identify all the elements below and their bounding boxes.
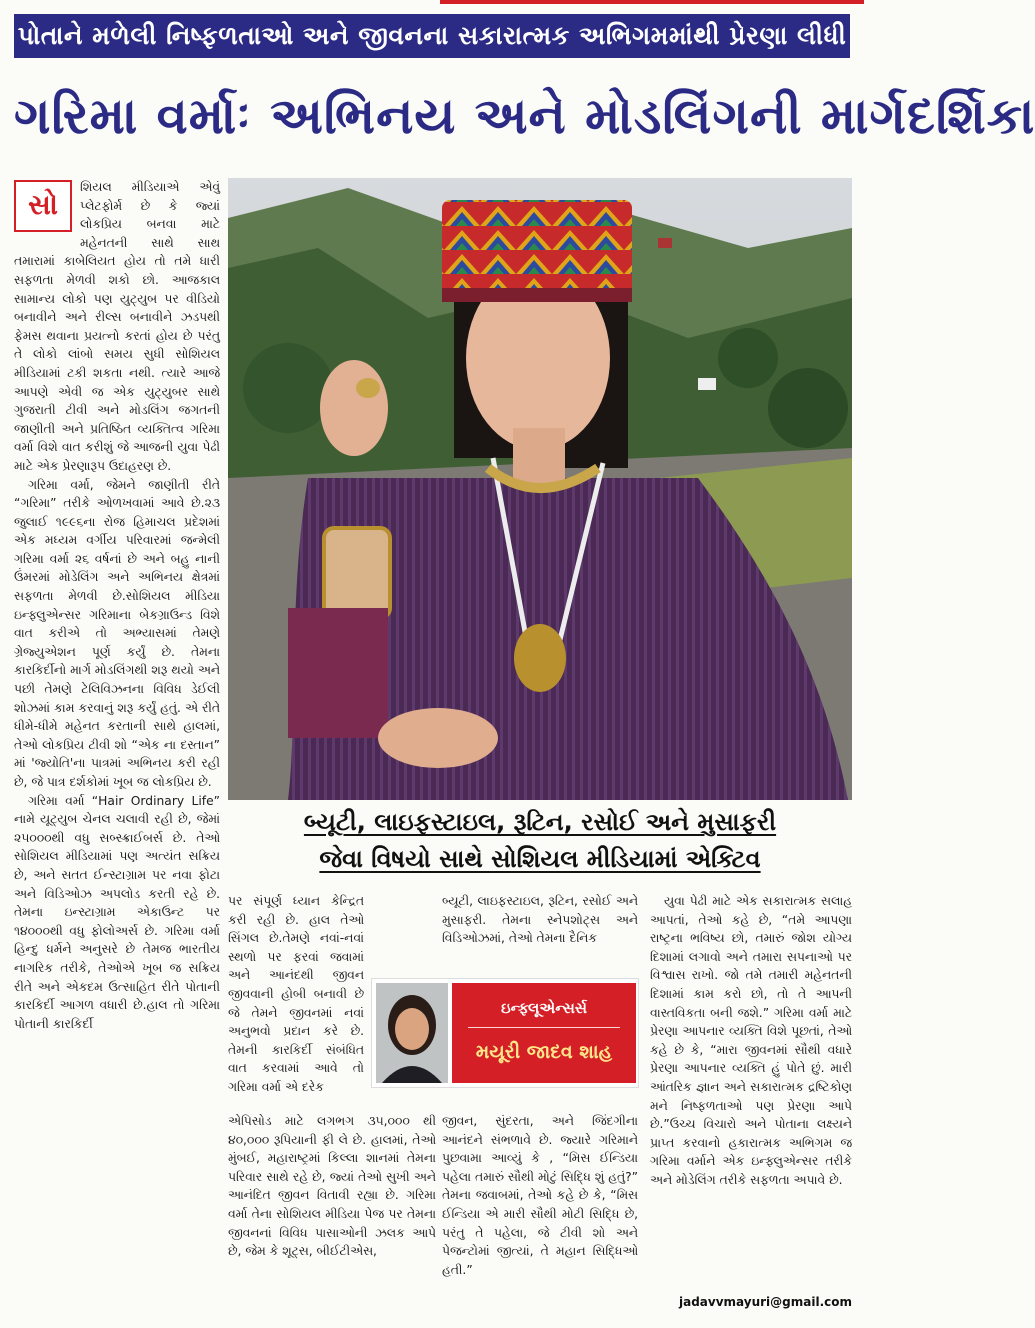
column-2-top-text: પર સંપૂર્ણ ધ્યાન કેન્દ્રિત કરી રહી છે. હાલ તેઓ સિંગલ છે.તેમણે નવાં-નવાં સ્થળો પર ફરવાં જવામાં અને આનંદથી જીવન જીવવાની હોબી બનાવી છે જે તેમને જીવનમાં નવાં અનુભવો પ્રદાન કરે છે. તેમની કારકિર્દી સંબંધિત વાત કરવામાં આવે તો ગરિમા વર્મા એ દરેક: [228, 894, 364, 1094]
lead-text: શિયલ મીડિયાએ એવું પ્લેટફોર્મ છે કે જ્યાં લોકપ્રિય બનવા માટે મહેનતની સાથે સાથ તમારામાં કાબેલિયત હોય તો તમે ધારી સફળતા મેળવી શકો છો. આજકાલ સામાન્ય લોકો પણ યુટ્યુબ પર વીડિયો બનાવીને અને રીલ્સ બનાવીને ઝડપથી ફેમસ થવાના પ્રયત્નો કરતાં હોય છે પરંતુ તે લોકો લાંબો સમય સુધી સોશિયલ મીડિયામાં ટકી શકતા નથી. ત્યારે આજે આપણે એવી જ એક યુટ્યુબર સાથે ગુજરાતી ટીવી અને મોડલિંગ જગતની જાણીતી અને પ્રતિષ્ઠિત વ્યક્તિત્વ ગરિમા વર્મા વિશે વાત કરીશું જે આજની યુવા પેઢી માટે એક પ્રેરણારૂપ ઉદાહરણ છે.: [14, 180, 220, 473]
column-4: [650, 892, 852, 1292]
author-photo-illustration: [376, 983, 448, 1083]
column-4-text: યુવા પેઢી માટે એક સકારાત્મક સલાહ આપતાં, તેઓ કહે છે, “તમે આપણા રાષ્ટ્રના ભવિષ્ય છો, તમારું જોશ યોગ્ય દિશામાં લગાવો અને તમારા સપનાઓ પર વિશ્વાસ રાખો. જો તમે તમારી મહેનતની દિશામાં કામ કરો છો, તો તે આપની વાસ્તવિકતા બની જશે.” ગરિમા વર્મા માટે પ્રેરણા આપનાર વ્યક્તિ વિશે પૂછતાં, તેઓ કહે છે કે, “મારા જીવનમાં સૌથી વધારે પ્રેરણા આપનાર વ્યક્તિ હું પોતે છું. મારી આંતરિક જ્ઞાન અને સકારાત્મક દ્રષ્ટિકોણ મને નિષ્ફળતાઓ પણ પ્રેરણા આપે છે.”ઉચ્ચ વિચારો અને પોતાના લક્ષ્યને પ્રાપ્ત કરવાનો હકારાત્મક અભિગમ જ ગરિમા વર્માને એક ઇન્ફ્લુએન્સર તરીકે અને મોડેલિંગ તરીકે સફળતા અપાવે છે.: [650, 894, 852, 1187]
author-byline: [371, 978, 639, 1088]
column-3-top-text: બ્યૂટી, લાઇફસ્ટાઇલ, રૂટિન, રસોઈ અને મુસાફરી. તેમના સ્નેપશોટ્સ અને વિડિઓઝમાં, તેઓ તેમના દૈનિક: [442, 894, 638, 946]
portrait-photo: [228, 178, 852, 800]
top-rule: [0, 0, 864, 6]
article-headline: ગરિમા વર્માઃ અભિનય અને મોડલિંગની માર્ગદર્શિકા: [14, 87, 1035, 145]
column-2-bottom-text: એપિસોડ માટે લગભગ ૩૫,૦૦૦ થી ૪૦,૦૦૦ રૂપિયાની ફી લે છે. હાલમાં, તેઓ મુંબઈ, મહારાષ્ટ્રમાં કિલ્લા શાનમાં તેમના પરિવાર સાથે રહે છે, જ્યાં તેઓ સુખી અને આનંદિત જીવન વિતાવી રહ્યા છે. ગરિમા વર્મા તેના સોશિયલ મીડિયા પેજ પર તેમના જીવનનાં વિવિધ પાસાઓની ઝલક આપે છે, જેમ કે શૂટ્સ, બીઈટીએસ,: [228, 1114, 436, 1259]
photo-caption: [228, 804, 852, 880]
paragraph-youtube: ગરિમા વર્મા “Hair Ordinary Life” નામે યૂટ્યુબ ચેનલ ચલાવી રહી છે, જેમાં ૨૫૦૦૦થી વધુ સબ્સ્ક્રાઈબર્સ છે. તેઓ સોશિયલ મીડિયામાં પણ અત્યંત સક્રિય છે, અને સતત ઈન્સ્ટાગ્રામ પર નવા ફોટા અને વિડિઓઝ અપલોડ કરતી રહે છે. તેમના ઇન્સ્ટાગ્રામ એકાઉન્ટ પર ૧૪૦૦૦થી વધુ ફોલોઅર્સ છે. ગરિમા વર્મા હિન્દુ ધર્મને અનુસરે છે તેમજ ભારતીય નાગરિક તરીકે, તેઓએ ખૂબ જ સક્રિય રીતે અને એકદમ ઉત્સાહિત રીતે પોતાની કારકિર્દી આગળ વધારી છે.હાલ તો ગરિમા પોતાની કારકિર્દી: [14, 793, 220, 1031]
caption-line-1: બ્યૂટી, લાઇફસ્ટાઇલ, રૂટિન, રસોઈ અને મુસાફરી: [303, 808, 777, 836]
author-photo: [376, 983, 448, 1083]
column-3-bottom: [442, 1112, 638, 1314]
column-1: [14, 178, 220, 1314]
column-2-top: [228, 892, 364, 1094]
top-red-rule: [440, 0, 864, 4]
paragraph-career: ગરિમા વર્મા, જેમને જાણીતી રીતે “ગરિમા” તરીકે ઓળખવામાં આવે છે.૨૩ જુલાઈ ૧૯૯૬ના રોજ હિમાચલ પ્રદેશમાં એક મધ્યમ વર્ગીય પરિવારમાં જન્મેલી ગરિમા વર્મા ૨૬ વર્ષનાં છે અને બહુ નાની ઉંમરમાં મોડેલિંગ અને અભિનય ક્ષેત્રમાં સફળતા મેળવી છે.સોશિયલ મીડિયા ઇન્ફ્લુએન્સર ગરિમાના બેકગ્રાઉન્ડ વિશે વાત કરીએ તો અભ્યાસમાં તેમણે ગ્રેજ્યુએશન પૂર્ણ કર્યું છે. તેમના કારકિર્દીનો માર્ગ મોડલિંગથી શરૂ થયો અને પછી તેમણે ટેલિવિઝનના વિવિધ ડેઈલી શોઝમાં કામ કરવાનું શરૂ કર્યું હતું. એ રીતે ધીમે-ધીમે મહેનત કરતાની સાથે હાલમાં, તેઓ લોકપ્રિય ટીવી શો “એક ના દસ્તાન” માં 'જ્યોતિ'ના પાત્રમાં અભિનય કરી રહી છે, જે પાત્ર દર્શકોમાં ખૂબ જ લોકપ્રિય છે.: [14, 477, 220, 789]
column-2-bottom: [228, 1112, 436, 1314]
byline-name: મયૂરી જાદવ શાહ: [475, 1041, 613, 1063]
column-3-bottom-text: જીવન, સુંદરતા, અને જિંદગીના આનંદને સંભળાવે છે. જ્યારે ગરિમાને પુછવામા આવ્યું કે , “મિસ ઈન્ડિયા પહેલા તમારું સૌથી મોટું સિદ્ધિ શું હતું?” તેમના જવાબમાં, તેઓ કહે છે કે, “મિસ ઈન્ડિયા એ મારી સૌથી મોટી સિદ્ધિ છે, પરંતુ તે પહેલા, જે ટીવી શો અને પેજન્ટોમાં જીત્યાં, તે મહાન સિદ્ધિઓ હતી.”: [442, 1114, 638, 1277]
column-3-top: [442, 892, 638, 972]
caption-line-2: જેવા વિષયો સાથે સોશિયલ મીડિયામાં એક્ટિવ: [319, 845, 761, 873]
lead-paragraph: [14, 178, 220, 476]
photo-illustration: [228, 178, 852, 800]
byline-role: ઇન્ફ્લૂએન્સર્સ: [500, 999, 588, 1017]
drop-cap: સો: [14, 180, 72, 232]
byline-divider: [468, 1027, 620, 1028]
author-email[interactable]: jadavvmayuri@gmail.com: [678, 1295, 852, 1309]
kicker-strap: પોતાને મળેલી નિષ્ફળતાઓ અને જીવનના સકારાત્મક અભિગમમાંથી પ્રેરણા લીધી: [14, 14, 850, 58]
